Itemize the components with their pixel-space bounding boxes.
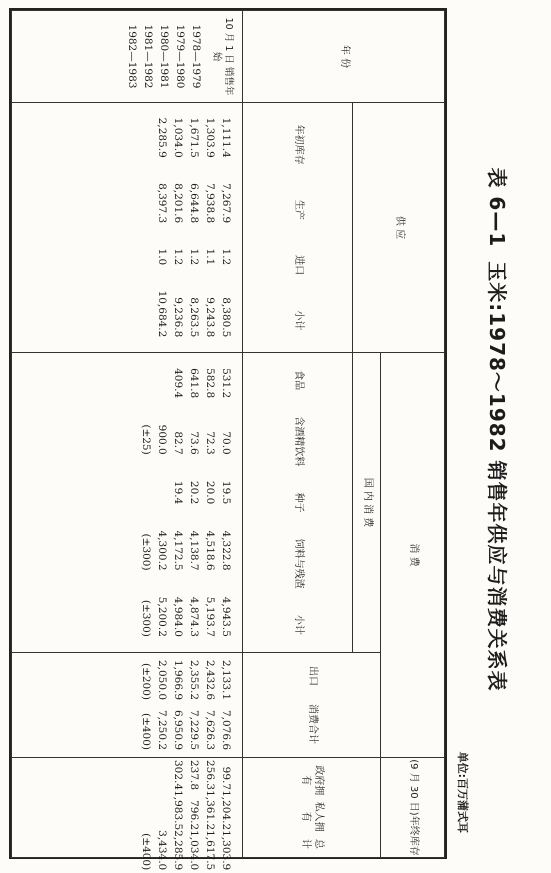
cell-feed: 4,138.7 bbox=[188, 530, 200, 571]
note-dom_total: (±300) bbox=[140, 599, 152, 637]
column-dom_total bbox=[138, 597, 234, 637]
cell-stock_total: 2,285.9 bbox=[172, 830, 184, 871]
cell-private: 1,361.2 bbox=[204, 790, 216, 831]
header-domestic: 国 内 消 费 bbox=[353, 353, 381, 653]
cell-feed: 4,322.8 bbox=[220, 530, 232, 571]
cell-init_stock: 1,671.5 bbox=[188, 117, 200, 158]
header-year-sub: 10 月 1 日 销售年始 bbox=[211, 17, 234, 96]
header-food: 食品 bbox=[292, 370, 304, 391]
cell-feed: 4,300.2 bbox=[156, 530, 168, 571]
cell-gov: 256.3 bbox=[204, 760, 216, 791]
cell-imports: 1.2 bbox=[172, 248, 184, 266]
cell-alcohol: 73.6 bbox=[188, 431, 200, 455]
year-cell: 1979—1980 bbox=[174, 24, 187, 89]
cell-alcohol: 72.3 bbox=[204, 431, 216, 455]
cell-food: 409.4 bbox=[172, 368, 184, 399]
header-alcohol: 含酒精饮料 bbox=[292, 416, 304, 467]
cell-init_stock: 2,285.9 bbox=[156, 117, 168, 158]
column-export bbox=[138, 660, 234, 700]
cell-alcohol: 70.0 bbox=[220, 431, 232, 455]
stock-values bbox=[138, 760, 234, 871]
cell-food: 531.2 bbox=[220, 368, 232, 399]
cell-imports: 1.2 bbox=[188, 248, 200, 266]
table-number: 表 6—1 bbox=[485, 167, 509, 248]
data-table bbox=[11, 10, 445, 871]
cell-stock_total: 3,434.0 bbox=[156, 830, 168, 871]
year-cell: 1980—1981 bbox=[158, 24, 171, 89]
cell-stock_total: 1,303.9 bbox=[220, 830, 232, 871]
cell-seed bbox=[154, 481, 170, 504]
header-production: 生产 bbox=[292, 199, 304, 220]
cell-gov: 237.8 bbox=[188, 760, 200, 791]
column-food bbox=[138, 368, 234, 398]
cell-production: 7,938.8 bbox=[204, 183, 216, 224]
table-title: 玉米:1978～1982 销售年供应与消费关系表 bbox=[485, 261, 509, 692]
cell-dom_total: 5,200.2 bbox=[156, 596, 168, 637]
cell-private: 1,983.5 bbox=[172, 790, 184, 831]
cell-cons_total: 7,076.6 bbox=[220, 709, 232, 751]
header-stocks: (9 月 30 日)年终库存 bbox=[381, 758, 445, 858]
cell-private: 1,204.2 bbox=[220, 790, 232, 831]
header-supply: 供 应 bbox=[353, 103, 445, 353]
domestic-values bbox=[138, 355, 234, 650]
cell-stock_total: 1,617.5 bbox=[204, 830, 216, 871]
header-private-stock: 私人拥有 bbox=[300, 801, 324, 832]
cell-imports: 1.0 bbox=[156, 248, 168, 266]
header-init-stock: 年初库存 bbox=[292, 124, 304, 165]
column-seed bbox=[138, 481, 234, 504]
cell-seed: 19.4 bbox=[172, 480, 184, 505]
note-export: (±200) bbox=[140, 662, 152, 701]
cell-food: 641.8 bbox=[188, 368, 200, 399]
cell-init_stock: 1,303.9 bbox=[204, 117, 216, 158]
header-stock-total: 总计 bbox=[300, 838, 324, 849]
unit-note: 单位:百万蒲式耳 bbox=[456, 751, 469, 833]
cell-seed: 20.0 bbox=[204, 480, 216, 505]
cell-imports: 1.1 bbox=[204, 248, 216, 266]
column-imports bbox=[154, 249, 234, 266]
cell-gov bbox=[154, 760, 170, 790]
cell-dom_total: 5,193.7 bbox=[204, 596, 216, 637]
column-supply_total bbox=[154, 291, 234, 338]
cell-alcohol: 900.0 bbox=[156, 424, 168, 455]
note-cons_total: (±400) bbox=[140, 712, 152, 751]
column-private bbox=[138, 790, 234, 830]
cell-production: 7,267.9 bbox=[220, 183, 232, 224]
cell-seed: 20.2 bbox=[188, 480, 200, 505]
cell-init_stock: 1,111.4 bbox=[220, 117, 232, 158]
cell-production: 6,644.8 bbox=[188, 183, 200, 224]
cell-feed: 4,172.5 bbox=[172, 530, 184, 571]
cell-supply_total: 9,243.8 bbox=[204, 297, 216, 338]
year-cell: 1982—1983 bbox=[126, 24, 139, 89]
cell-export: 2,050.0 bbox=[156, 659, 168, 701]
header-export: 出口 bbox=[306, 666, 318, 686]
export-values bbox=[138, 655, 234, 755]
cell-imports: 1.2 bbox=[220, 248, 232, 266]
column-stock_total bbox=[138, 830, 234, 870]
page-title bbox=[484, 0, 513, 873]
note-stock_total: (±400) bbox=[140, 833, 152, 871]
header-imports: 进口 bbox=[292, 255, 304, 276]
cell-cons_total: 7,229.5 bbox=[188, 709, 200, 751]
cell-export: 2,432.6 bbox=[204, 659, 216, 701]
year-cell: 1981—1982 bbox=[142, 24, 155, 89]
cell-cons_total: 6,950.9 bbox=[172, 709, 184, 751]
header-total-consumption: 消费合计 bbox=[306, 704, 318, 744]
header-seed: 种子 bbox=[292, 492, 304, 513]
cell-supply_total: 10,684.2 bbox=[156, 290, 168, 338]
column-feed bbox=[138, 531, 234, 571]
header-domestic-total: 小计 bbox=[292, 614, 304, 635]
cell-private bbox=[154, 790, 170, 830]
note-alcohol: (±25) bbox=[140, 424, 152, 455]
cell-init_stock: 1,034.0 bbox=[172, 117, 184, 158]
cell-dom_total: 4,943.5 bbox=[220, 596, 232, 637]
cell-supply_total: 8,263.5 bbox=[188, 297, 200, 338]
cell-supply_total: 9,236.8 bbox=[172, 297, 184, 338]
cell-gov: 302.4 bbox=[172, 760, 184, 791]
cell-production: 8,201.6 bbox=[172, 183, 184, 224]
cell-export: 2,355.2 bbox=[188, 659, 200, 701]
column-cons_total bbox=[138, 710, 234, 750]
supply-values bbox=[154, 105, 234, 350]
note-feed: (±300) bbox=[140, 533, 152, 571]
cell-gov: 99.7 bbox=[220, 766, 232, 791]
cell-alcohol: 82.7 bbox=[172, 431, 184, 455]
cell-seed: 19.5 bbox=[220, 480, 232, 505]
cell-dom_total: 4,984.0 bbox=[172, 596, 184, 637]
cell-supply_total: 8,380.5 bbox=[220, 297, 232, 338]
cell-export: 1,966.9 bbox=[172, 659, 184, 701]
column-init_stock bbox=[154, 118, 234, 158]
header-consumption: 消 费 bbox=[381, 353, 445, 758]
cell-cons_total: 7,250.2 bbox=[156, 709, 168, 751]
cell-food bbox=[154, 368, 170, 398]
cell-private: 796.2 bbox=[188, 800, 200, 831]
year-cell: 1978—1979 bbox=[190, 24, 203, 89]
cell-cons_total: 7,626.3 bbox=[204, 709, 216, 751]
cell-feed: 4,518.6 bbox=[204, 530, 216, 571]
header-year: 年 份 bbox=[338, 44, 350, 69]
cell-food: 582.8 bbox=[204, 368, 216, 399]
cell-production: 8,397.3 bbox=[156, 183, 168, 224]
cell-dom_total: 4,874.3 bbox=[188, 596, 200, 637]
table-frame bbox=[9, 8, 447, 871]
column-alcohol bbox=[138, 424, 234, 454]
header-supply-total: 小计 bbox=[292, 310, 304, 331]
column-gov bbox=[138, 760, 234, 790]
column-production bbox=[154, 183, 234, 223]
year-column bbox=[124, 13, 204, 100]
header-gov-stock: 政府拥有 bbox=[300, 765, 324, 796]
cell-stock_total: 1,034.0 bbox=[188, 830, 200, 871]
cell-export: 2,133.1 bbox=[220, 659, 232, 701]
header-feed: 饲料与残渣 bbox=[292, 538, 304, 589]
